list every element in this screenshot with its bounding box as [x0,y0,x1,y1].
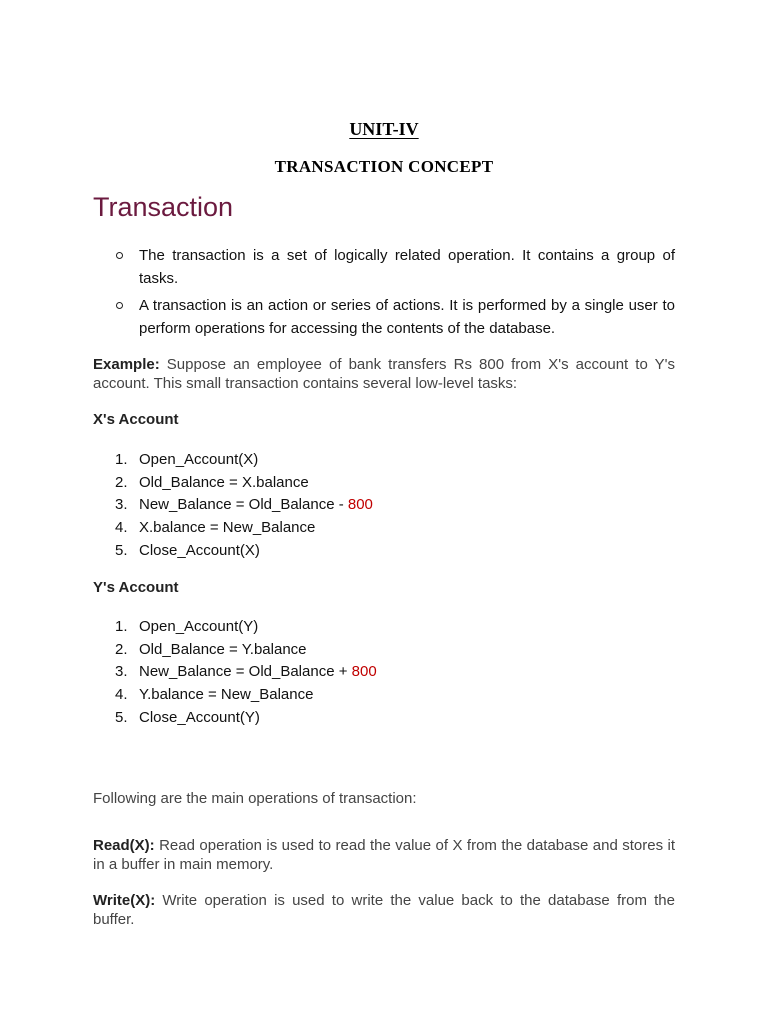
concept-title: TRANSACTION CONCEPT [274,157,494,176]
list-item: 5. Close_Account(X) [115,541,260,559]
write-operation-paragraph [93,891,675,929]
section-heading: Transaction [93,192,234,222]
example-paragraph [93,355,675,393]
x-account-title: X's Account [93,411,179,428]
y-account-steps [93,616,377,730]
x-account-steps [93,449,373,563]
list-item [93,294,675,340]
read-label: Read(X): [93,837,155,854]
write-label: Write(X): [93,892,156,909]
example-label: Example: [93,356,160,373]
list-item: 3. New_Balance = Old_Balance + 800 [115,663,377,681]
bullet-text: The transaction is a set of logically related operation. It contains a group of tasks. [139,247,675,287]
definition-list [93,244,675,344]
list-item: 2. Old_Balance = Y.balance [115,640,307,658]
example-text: Suppose an employee of bank transfers Rs 800 from X's account to Y's account. This small transaction contains several low-level tasks: [93,356,675,392]
y-account-title: Y's Account [93,579,179,596]
list-item: 3. New_Balance = Old_Balance - 800 [115,496,373,514]
read-text: Read operation is used to read the value of X from the database and stores it in a buffer in main memory. [93,837,675,873]
list-item: 5. Close_Account(Y) [115,708,260,726]
bullet-text: A transaction is an action or series of actions. It is performed by a single user to perform operations for accessing the contents of the database. [139,297,675,337]
list-item: 4. X.balance = New_Balance [115,519,316,537]
write-text: Write operation is used to write the value back to the database from the buffer. [93,892,675,928]
operations-intro: Following are the main operations of transaction: [93,790,417,807]
read-operation-paragraph [93,836,675,874]
circle-bullet-icon [116,302,123,309]
list-item: 4. Y.balance = New_Balance [115,686,314,704]
list-item: 1. Open_Account(X) [115,451,259,468]
amount-highlight: 800 [351,663,377,681]
unit-title: UNIT-IV [349,119,419,139]
list-item: 2. Old_Balance = X.balance [115,473,309,491]
list-item: 1. Open_Account(Y) [115,618,259,635]
amount-highlight: 800 [347,496,373,514]
list-item [93,244,675,290]
circle-bullet-icon [116,252,123,259]
